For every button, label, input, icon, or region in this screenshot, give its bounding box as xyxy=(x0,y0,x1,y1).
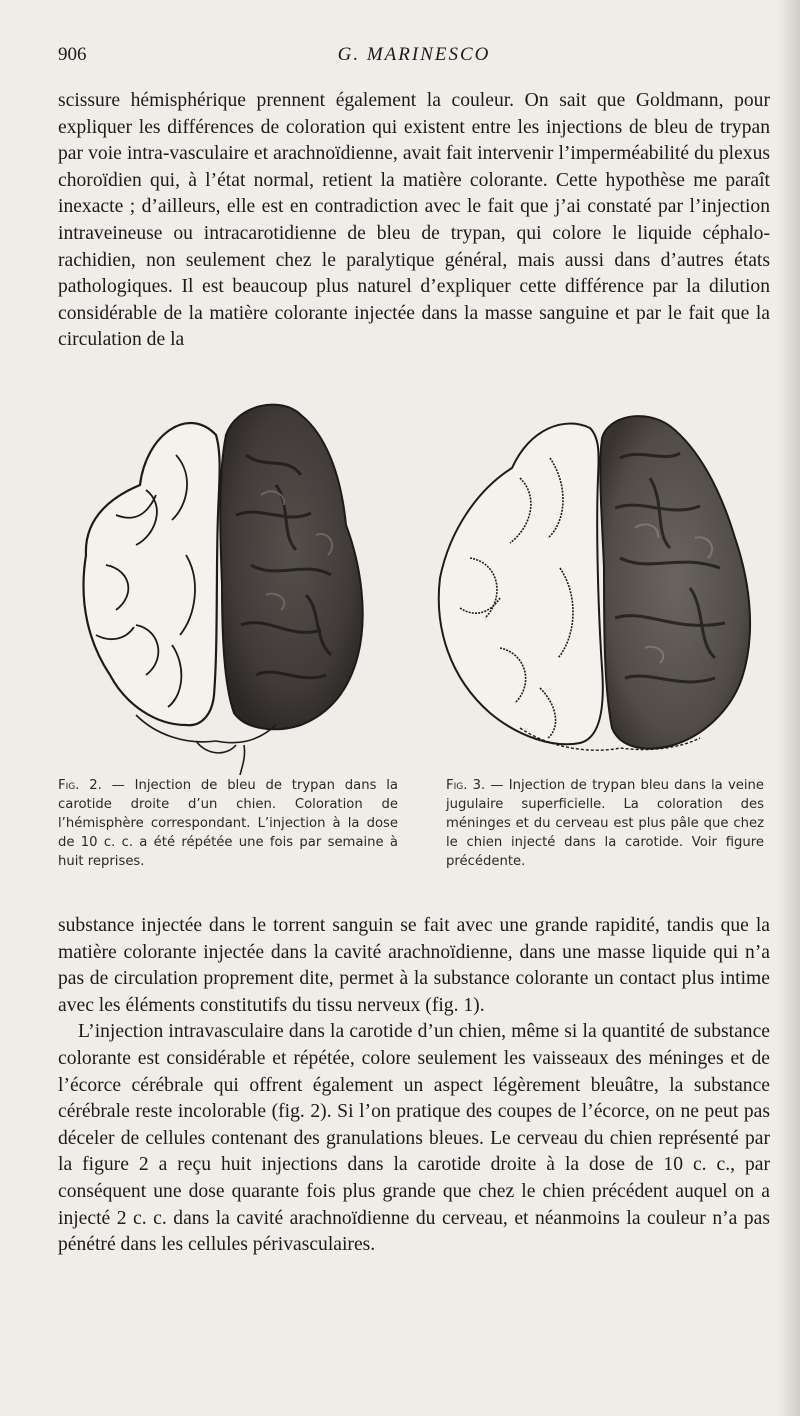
figure-2-caption-text: — Injection de bleu de trypan dans la carotide droite d’un chien. Coloration de l’hémisphère correspondant. L’injection à la dose de 10 c. c. a été répétée une fois par semaine à huit reprises. xyxy=(58,778,398,869)
body-text-top xyxy=(58,88,770,354)
running-head xyxy=(58,44,770,74)
figure-2-label: Fig. 2. xyxy=(58,778,102,793)
paragraph: scissure hémisphérique prennent également la couleur. On sait que Goldmann, pour expliquer les différences de coloration qui existent entre les injections de bleu de trypan par voie intra-vasculaire et arachnoïdienne, avait fait intervenir l’imperméabilité du plexus choroïdien qui, à l’état normal, retient la matière colorante. Cette hypothèse me paraît inexacte ; d’ailleurs, elle est en contradiction avec le fait que j’ai constaté par l’injection intraveineuse ou intracarotidienne de bleu de trypan, qui colore le liquide céphalo-rachidien, non seulement chez le paralytique général, mais aussi dans d’autres états pathologiques. Il est beaucoup plus naturel d’expliquer cette différence par la dilution considérable de la matière colorante injectée dans la masse sanguine et par le fait que la circulation de la xyxy=(58,90,770,351)
figure-2-caption xyxy=(58,776,398,871)
page-edge-shadow xyxy=(778,0,800,1416)
figure-3-label: Fig. 3. xyxy=(446,778,486,793)
figure-3-caption xyxy=(446,776,764,871)
page-number: 906 xyxy=(58,44,87,65)
figure-3-caption-text: — Injection de trypan bleu dans la veine jugulaire superficielle. La coloration des méninges et du cerveau est plus pâle que chez le chien injecté dans la carotide. Voir figure précédente. xyxy=(446,778,764,869)
paragraph: substance injectée dans le torrent sanguin se fait avec une grande rapidité, tandis que la matière colorante injectée dans la cavité arachnoïdienne, dans une masse liquide qui n’a pas de circulation proprement dite, permet à la substance colorante un contact plus intime avec les éléments constitutifs du tissu nerveux (fig. 1). xyxy=(58,915,770,1016)
running-title: G. MARINESCO xyxy=(337,44,491,65)
paragraph: L’injection intravasculaire dans la carotide d’un chien, même si la quantité de substance colorante est considérable et répétée, colore seulement les vaisseaux des méninges et de l’écorce cérébrale qui offrent également un aspect légèrement bleuâtre, la substance cérébrale reste incolorable (fig. 2). Si l’on pratique des coupes de l’écorce, on ne peut pas déceler de cellules contenant des granulations bleues. Le cerveau du chien représenté par la figure 2 a reçu huit injections dans la carotide droite à la dose de 10 c. c., par conséquent une dose quarante fois plus grande que chez le chien précédent auquel on a injecté 2 c. c. dans la cavité arachnoïdienne du cerveau, et néanmoins la couleur n’a pas pénétré dans les cellules périvasculaires. xyxy=(58,1021,770,1256)
figure-3-brain-illustration xyxy=(430,408,765,758)
body-text-bottom xyxy=(58,913,770,1259)
figure-2-brain-illustration xyxy=(76,395,370,775)
